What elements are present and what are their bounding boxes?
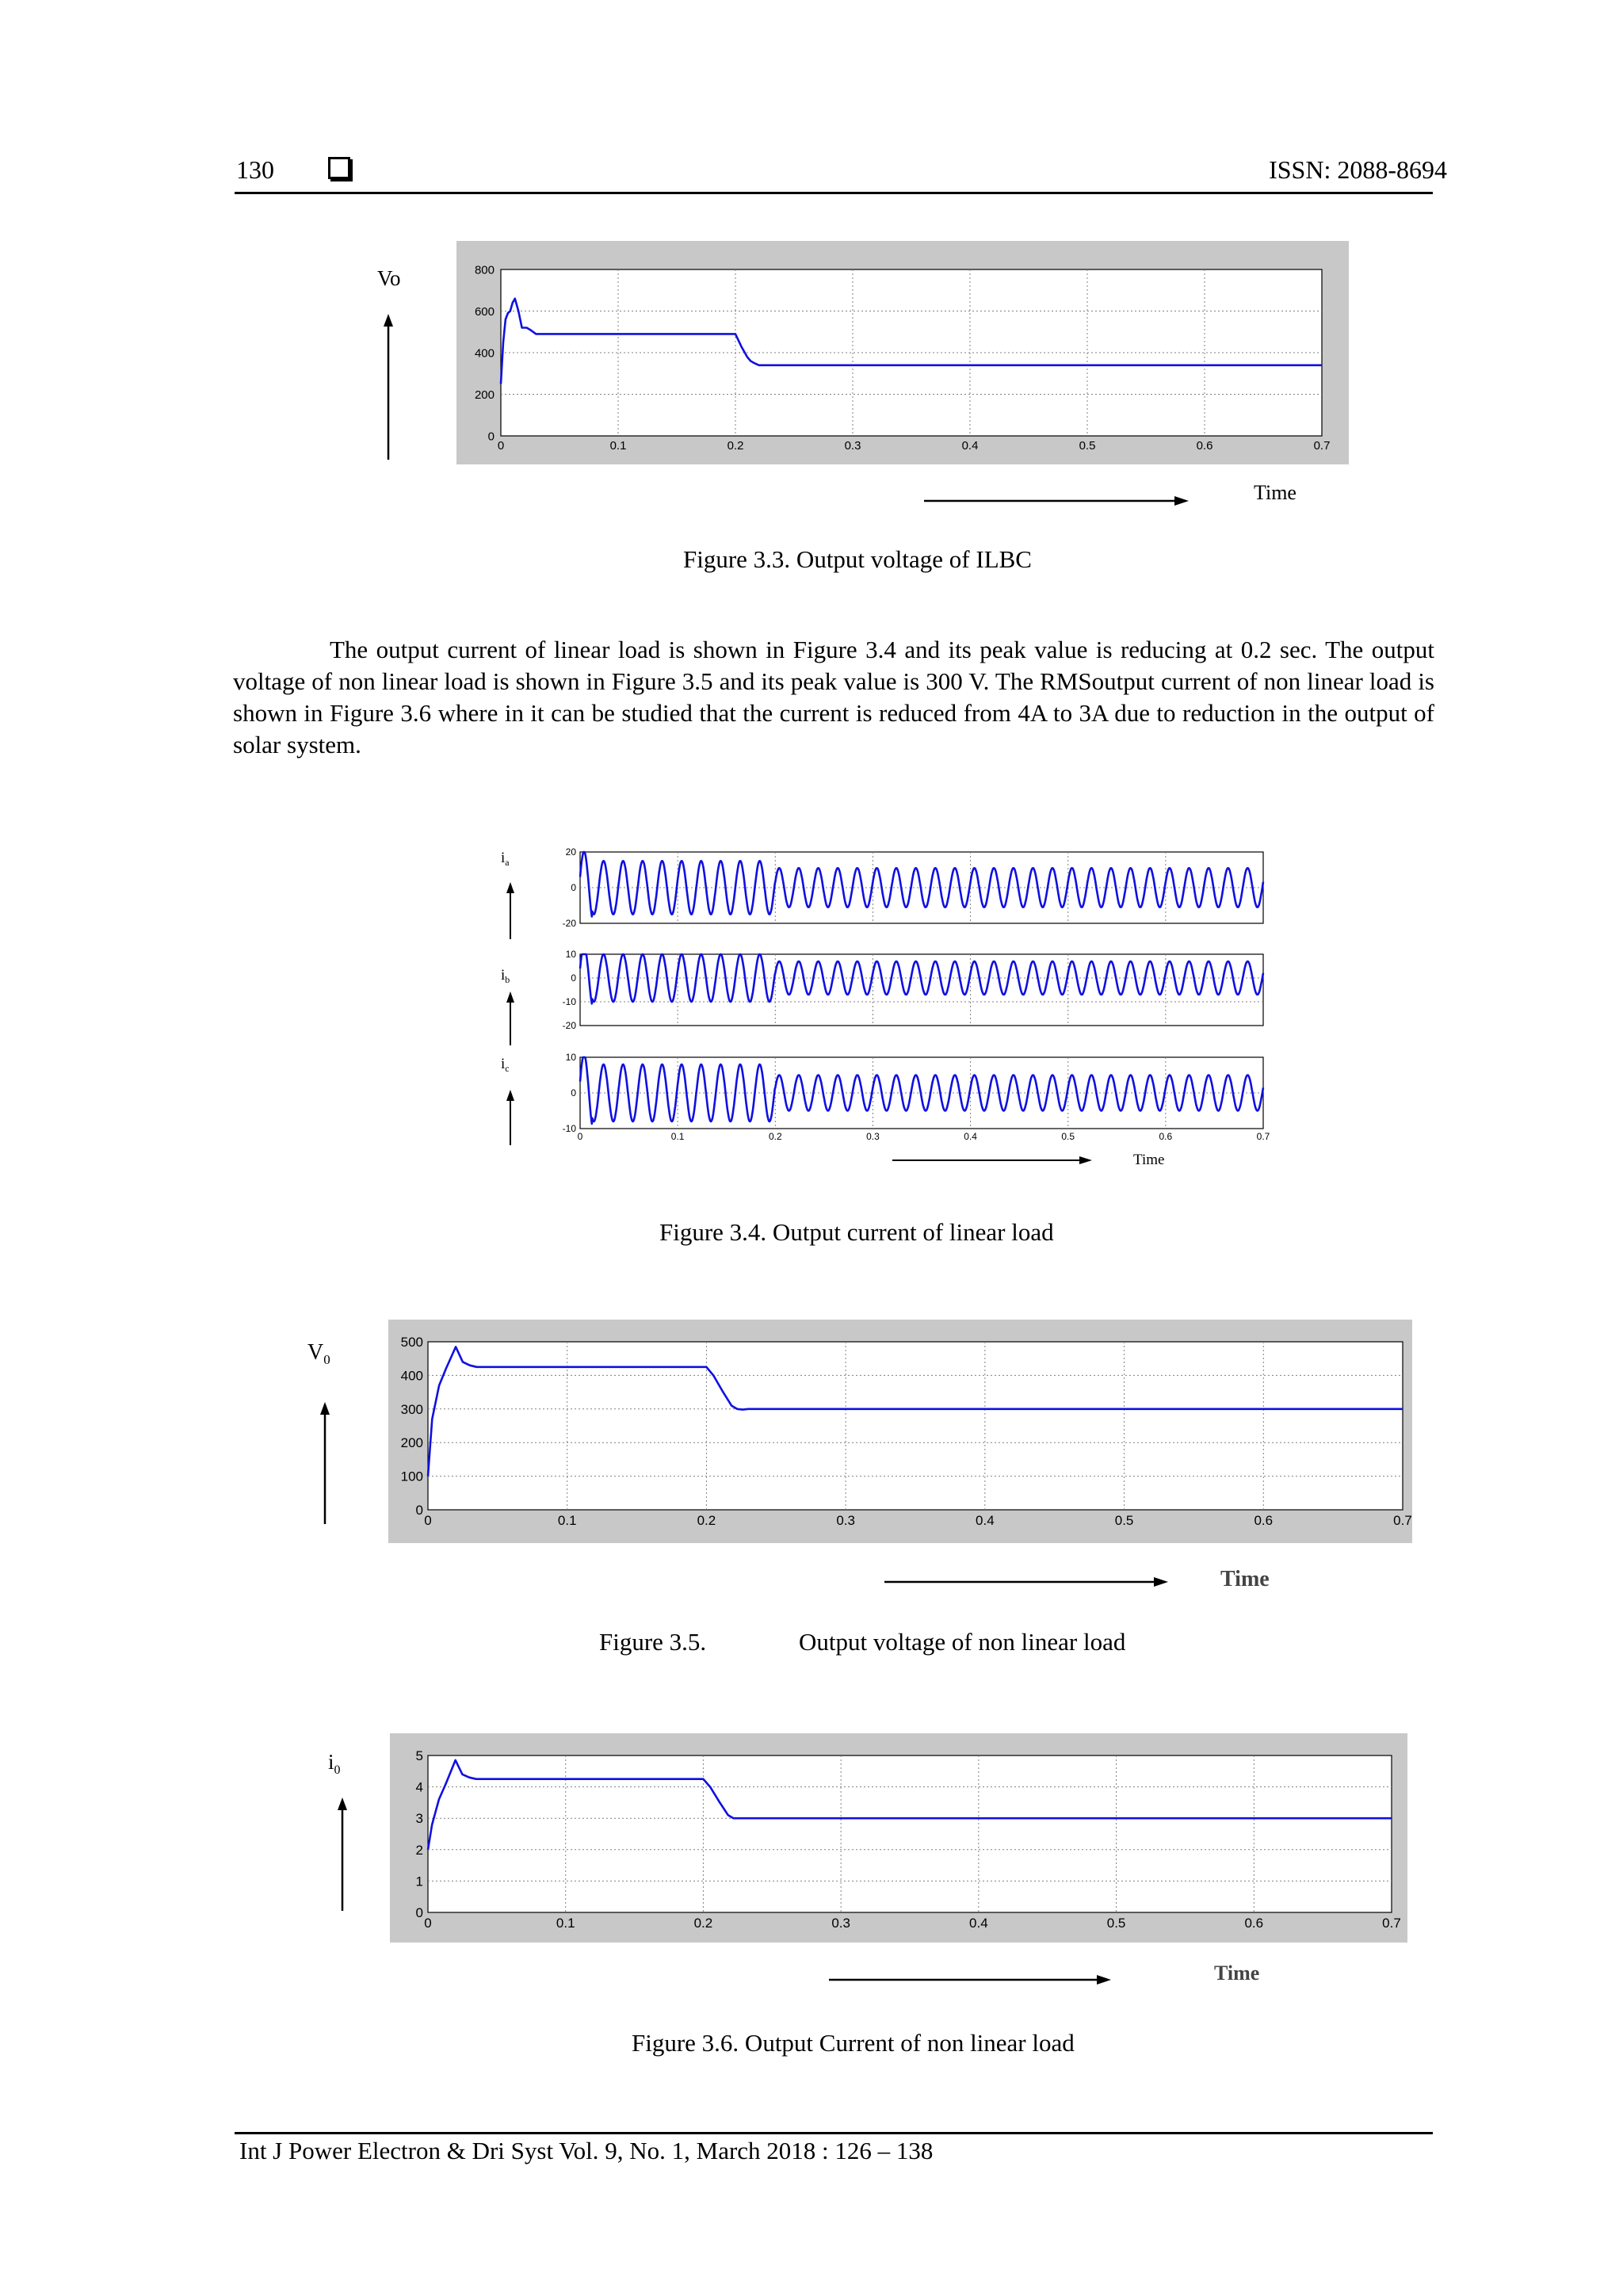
f33-xtick-label: 0.7 [1313,439,1331,453]
f35-ytick-label: 200 [400,1435,423,1451]
f36-ytick-label: 0 [415,1904,423,1920]
figure-3-5 [300,1312,1441,1605]
fig33-ylabel: Vo [377,266,401,290]
f34b-ytick-label: -10 [562,996,576,1008]
header-rule [235,192,1433,194]
fig34c-plot [563,1052,1270,1142]
fig34-label-b: $i_b$ [501,967,510,985]
f33-xtick-label: 0.3 [844,439,861,453]
f34c-xtick-label: 0.1 [670,1131,685,1142]
f35-xtick-label: 0.2 [697,1513,716,1528]
f33-xtick-label: 0 [497,439,505,453]
f34c-xtick-label: 0.2 [768,1131,782,1142]
f35-ytick-label: 400 [400,1368,423,1384]
fig34-label-c: $i_c$ [501,1056,510,1074]
fig33-xlabel: Time [1254,481,1296,504]
f33-xtick-label: 0.4 [961,439,979,453]
f35-ytick-label: 300 [400,1401,423,1417]
f34c-xtick-label: 0.3 [866,1131,880,1142]
f34b-axes [580,954,1263,1026]
fig35-xlabel: Time [1220,1567,1270,1591]
fig36-xarrow [829,1975,1111,1985]
f36-xtick-label: 0.5 [1106,1916,1126,1931]
fig34-label-a: $i_a$ [501,850,510,868]
f36-ytick-label: 5 [415,1748,423,1763]
page-number: 130 [236,155,274,184]
f35-xtick-label: 0.6 [1254,1513,1274,1528]
fig35-yarrow [320,1402,330,1524]
fig36-xlabel: Time [1214,1962,1260,1985]
f36-xtick-label: 0.2 [693,1916,713,1931]
fig34-xarrow [892,1156,1092,1164]
figure-3-6 [317,1724,1434,1993]
body-paragraph [233,634,1434,761]
f34a-ytick-label: -20 [562,918,576,930]
fig34-arrow-b [506,991,514,1045]
f35-xtick-label: 0.5 [1114,1513,1134,1528]
f35-xtick-label: 0.3 [836,1513,855,1528]
fig36-plot [416,1748,1401,1931]
f33-ytick-label: 800 [474,263,495,277]
f33-xtick-label: 0.2 [727,439,744,453]
f33-xtick-label: 0.5 [1079,439,1096,453]
figure-3-3 [365,238,1395,515]
fig36-ylabel: $i_0$ [328,1750,341,1777]
f35-ytick-label: 100 [400,1469,423,1484]
f34b-ytick-label: -20 [562,1020,576,1032]
f34c-xtick-label: 0 [577,1131,583,1142]
journal-footer: Int J Power Electron & Dri Syst Vol. 9, No. 1, March 2018 : 126 – 138 [239,2137,934,2164]
f35-xtick-label: 0.1 [557,1513,577,1528]
fig34-xlabel: Time [1133,1152,1165,1168]
f34c-xtick-label: 0.4 [964,1131,977,1142]
f35-ytick-label: 500 [400,1334,423,1350]
f34b-ytick-label: 10 [565,949,576,961]
fig34b-plot [563,949,1263,1031]
f36-xtick-label: 0.7 [1382,1916,1401,1931]
f36-ytick-label: 2 [415,1842,423,1858]
square-bullet-icon [328,157,350,179]
fig34a-plot [563,846,1263,929]
fig35-plot [401,1335,1412,1528]
f34c-ytick-label: 10 [565,1052,576,1064]
f35-ytick-label: 0 [415,1502,423,1518]
f35-xtick-label: 0 [424,1513,432,1528]
f36-xtick-label: 0.4 [969,1916,988,1931]
fig35-ylabel: $V_0$ [307,1340,330,1367]
f33-ytick-label: 600 [474,304,495,319]
fig33-plot [475,263,1330,453]
fig34-arrow-c [506,1090,514,1145]
f36-xtick-label: 0.3 [831,1916,850,1931]
f35-xtick-label: 0.4 [976,1513,995,1528]
f34b-ytick-label: 0 [571,972,576,984]
f35-xtick-label: 0.7 [1393,1513,1412,1528]
fig33-yarrow [384,314,393,460]
f34c-xtick-label: 0.6 [1159,1131,1173,1142]
f34c-ytick-label: 0 [571,1087,576,1099]
paragraph-text: The output current of linear load is shown in Figure 3.4 and its peak value is reducing at 0.2 sec. The output voltage of non linear load is shown in Figure 3.5 and its peak value is 300 V. The RMSoutput current of non linear load is shown in Figure 3.6 where in it can be studied that the current is reduced from 4A to 3A due to reduction in the output of solar system. [233,636,1434,758]
f34c-ytick-label: -10 [562,1123,576,1135]
f33-xtick-label: 0.6 [1196,439,1213,453]
fig36-yarrow [338,1797,347,1911]
fig33-caption: Figure 3.3. Output voltage of ILBC [683,545,1032,573]
f33-xtick-label: 0.1 [609,439,627,453]
f36-xtick-label: 0.1 [556,1916,575,1931]
fig35-caption-number: Figure 3.5. [599,1628,707,1656]
f34c-xtick-label: 0.5 [1061,1131,1075,1142]
fig33-xarrow [924,496,1189,506]
f36-ytick-label: 3 [415,1811,423,1827]
f36-xtick-label: 0.6 [1244,1916,1264,1931]
f34a-ytick-label: 20 [565,846,576,858]
f33-ytick-label: 0 [487,430,495,444]
footer-rule [235,2132,1433,2134]
fig36-caption: Figure 3.6. Output Current of non linear load [632,2029,1075,2057]
issn: ISSN: 2088-8694 [1269,155,1447,184]
fig35-caption-text: Output voltage of non linear load [799,1628,1126,1656]
f36-xtick-label: 0 [424,1916,432,1931]
f36-ytick-label: 1 [415,1874,423,1889]
f36-ytick-label: 4 [415,1779,423,1795]
f33-ytick-label: 400 [474,346,495,361]
fig34-arrow-a [506,882,514,939]
f33-ytick-label: 200 [474,388,495,402]
fig34-caption: Figure 3.4. Output current of linear load [659,1218,1054,1246]
f34a-ytick-label: 0 [571,882,576,894]
fig35-xarrow [884,1577,1168,1587]
figure-3-4 [483,836,1284,1189]
f34c-xtick-label: 0.7 [1256,1131,1270,1142]
